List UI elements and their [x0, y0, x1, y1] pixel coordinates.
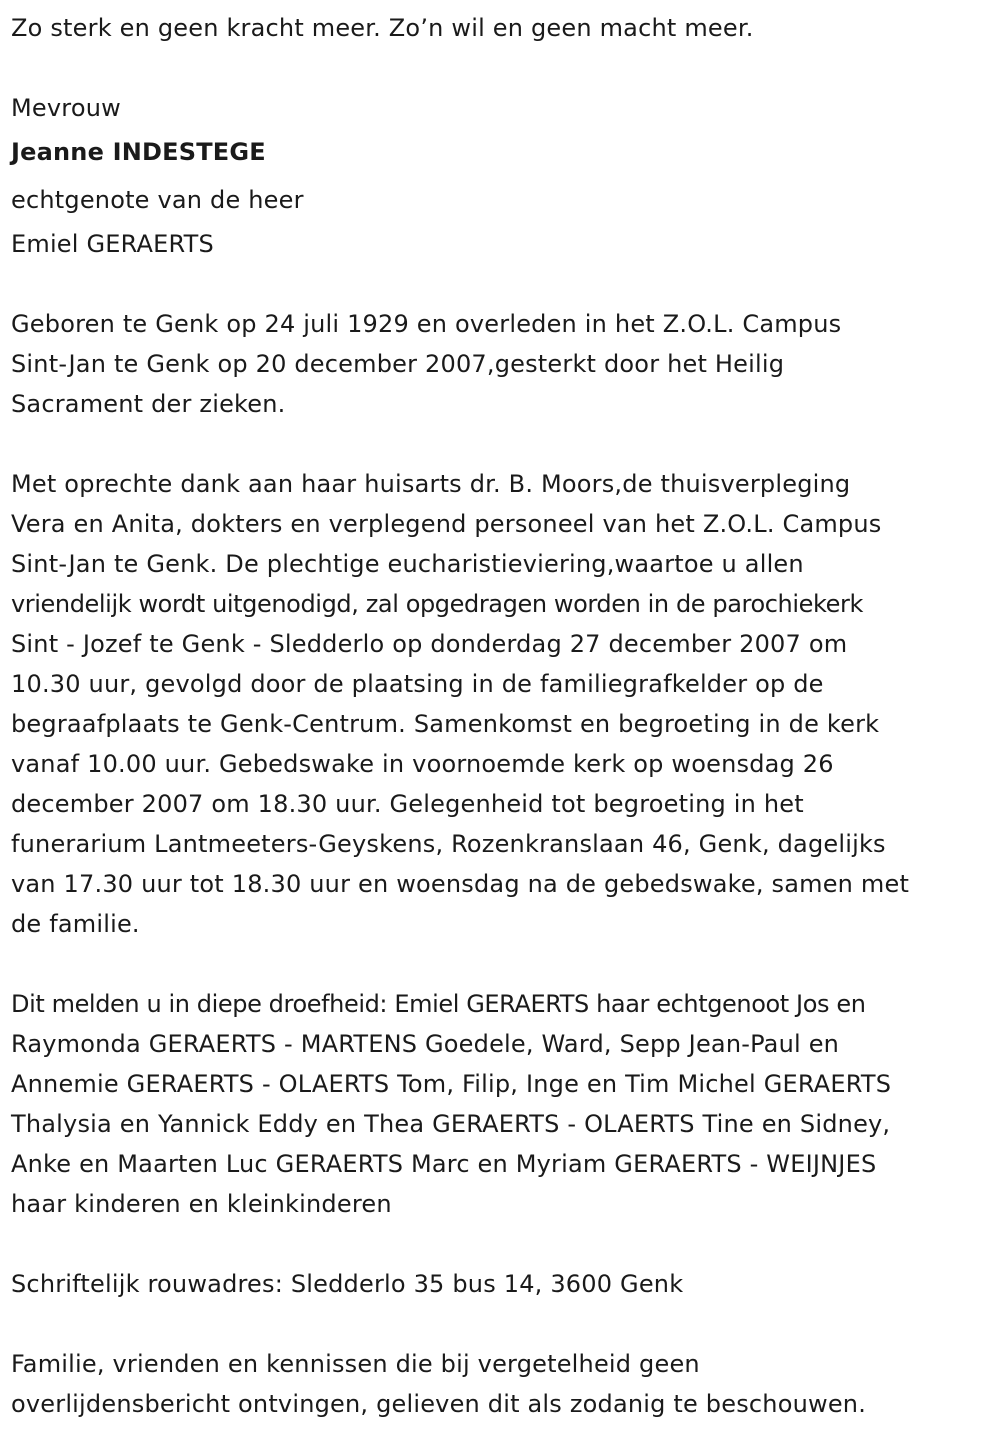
- paragraph-line: funerarium Lantmeeters-Geyskens, Rozenkranslaan 46, Genk, dagelijks: [11, 830, 886, 858]
- quote-line: Zo sterk en geen kracht meer. Zo’n wil en geen macht meer.: [11, 14, 754, 42]
- thanks-paragraph: [11, 464, 990, 944]
- paragraph-line: van 17.30 uur tot 18.30 uur en woensdag na de gebedswake, samen met: [11, 870, 910, 898]
- paragraph-line: Met oprechte dank aan haar huisarts dr. B. Moors,de thuisverpleging: [11, 470, 851, 498]
- paragraph-line: Annemie GERAERTS - OLAERTS Tom, Filip, Inge en Tim Michel GERAERTS: [11, 1070, 892, 1098]
- mourning-address: Schriftelijk rouwadres: Sledderlo 35 bus 14, 3600 Genk: [11, 1270, 684, 1298]
- family-paragraph: [11, 984, 990, 1224]
- paragraph-line: Thalysia en Yannick Eddy en Thea GERAERTS - OLAERTS Tine en Sidney,: [11, 1110, 891, 1138]
- paragraph-line: Dit melden u in diepe droefheid: Emiel GERAERTS haar echtgenoot Jos en: [11, 990, 866, 1018]
- paragraph-line: Sint-Jan te Genk. De plechtige eucharistieviering,waartoe u allen: [11, 550, 804, 578]
- spouse-name: Emiel GERAERTS: [11, 230, 214, 258]
- paragraph-line: Sint - Jozef te Genk - Sledderlo op donderdag 27 december 2007 om: [11, 630, 848, 658]
- paragraph-line: de familie.: [11, 910, 140, 938]
- paragraph-line: haar kinderen en kleinkinderen: [11, 1190, 392, 1218]
- paragraph-line: overlijdensbericht ontvingen, gelieven dit als zodanig te beschouwen.: [11, 1390, 867, 1418]
- closing-paragraph: [11, 1344, 990, 1424]
- paragraph-line: Familie, vrienden en kennissen die bij vergetelheid geen: [11, 1350, 700, 1378]
- paragraph-line: vriendelijk wordt uitgenodigd, zal opgedragen worden in de parochiekerk: [11, 590, 863, 618]
- paragraph-line: 10.30 uur, gevolgd door de plaatsing in de familiegrafkelder op de: [11, 670, 824, 698]
- paragraph-line: Sint-Jan te Genk op 20 december 2007,gesterkt door het Heilig: [11, 350, 785, 378]
- address-block: [11, 1264, 990, 1304]
- deceased-name: Jeanne INDESTEGE: [11, 138, 266, 166]
- paragraph-line: Vera en Anita, dokters en verplegend personeel van het Z.O.L. Campus: [11, 510, 882, 538]
- relation-line: echtgenote van de heer: [11, 186, 304, 214]
- deceased-block: [11, 88, 990, 264]
- paragraph-line: Geboren te Genk op 24 juli 1929 en overleden in het Z.O.L. Campus: [11, 310, 842, 338]
- paragraph-line: december 2007 om 18.30 uur. Gelegenheid tot begroeting in het: [11, 790, 804, 818]
- paragraph-line: Raymonda GERAERTS - MARTENS Goedele, Ward, Sepp Jean-Paul en: [11, 1030, 840, 1058]
- paragraph-line: Sacrament der zieken.: [11, 390, 286, 418]
- honorific: Mevrouw: [11, 94, 121, 122]
- paragraph-line: vanaf 10.00 uur. Gebedswake in voornoemde kerk op woensdag 26: [11, 750, 834, 778]
- birth-death-paragraph: [11, 304, 990, 424]
- paragraph-line: Anke en Maarten Luc GERAERTS Marc en Myriam GERAERTS - WEIJNJES: [11, 1150, 877, 1178]
- paragraph-line: begraafplaats te Genk-Centrum. Samenkomst en begroeting in de kerk: [11, 710, 880, 738]
